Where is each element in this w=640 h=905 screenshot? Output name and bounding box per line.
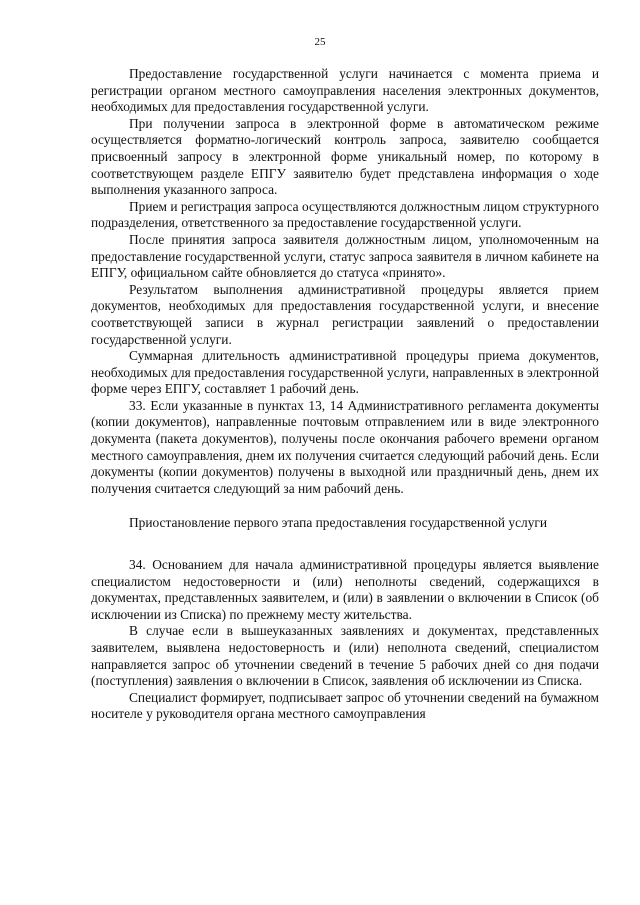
paragraph: При получении запроса в электронной форме в автоматическом режиме осуществляется форматно-логический контроль запроса, заявителю сообщается присвоенный запросу в электронной форме уникальный номер, по которому в соответствующем разделе ЕПГУ заявителю будет представлена информация о ходе выполнения указанного запроса. — [91, 115, 599, 198]
paragraph: Суммарная длительность административной процедуры приема документов, необходимых для предоставления государственной услуги, направленных в электронной форме через ЕПГУ, составляет 1 рабочий день. — [91, 348, 599, 397]
document-body — [91, 66, 599, 723]
paragraph: Результатом выполнения административной процедуры является прием документов, необходимых для предоставления государственной услуги, и внесение соответствующей записи в журнал регистрации заявлений о предоставлении государственной услуги. — [91, 281, 599, 347]
page-number: 25 — [314, 36, 326, 48]
paragraph-33: 33. Если указанные в пунктах 13, 14 Административного регламента документы (копии документов), направленные почтовым отправлением или в виде электронного документа (пакета документов), получены после окончания рабочего времени органом местного самоуправления, днем их получения считается следующий рабочий день. Если документы (копии документов) получены в выходной или праздничный день, днем их получения считается следующий за ним рабочий день. — [91, 397, 599, 496]
paragraph-34: 34. Основанием для начала административной процедуры является выявление специалистом недостоверности и (или) неполноты сведений, содержащихся в документах, представленных заявителем, и (или) в заявлении о включении в Список (об исключении из Списка) по прежнему месту жительства. — [91, 557, 599, 622]
section-heading: Приостановление первого этапа предоставления государственной услуги — [129, 515, 548, 531]
paragraph: Прием и регистрация запроса осуществляются должностным лицом структурного подразделения, ответственного за предоставление государственной услуги. — [91, 198, 599, 231]
paragraph: В случае если в вышеуказанных заявлениях и документах, представленных заявителем, выявлена недостоверность и (или) неполнота сведений, специалистом направляется запрос об уточнении сведений в течение 5 рабочих дней со дня подачи (поступления) заявления о включении в Список, заявления об исключении из Списка. — [91, 623, 599, 689]
paragraph: Предоставление государственной услуги начинается с момента приема и регистрации органом местного самоуправления населения электронных документов, необходимых для предоставления государственной услуги. — [91, 66, 599, 115]
paragraph: Специалист формирует, подписывает запрос об уточнении сведений на бумажном носителе у руководителя органа местного самоуправления — [91, 689, 599, 722]
paragraph: После принятия запроса заявителя должностным лицом, уполномоченным на предоставление государственной услуги, статус запроса заявителя в личном кабинете на ЕПГУ, официальном сайте обновляется до статуса «принято». — [91, 231, 599, 281]
